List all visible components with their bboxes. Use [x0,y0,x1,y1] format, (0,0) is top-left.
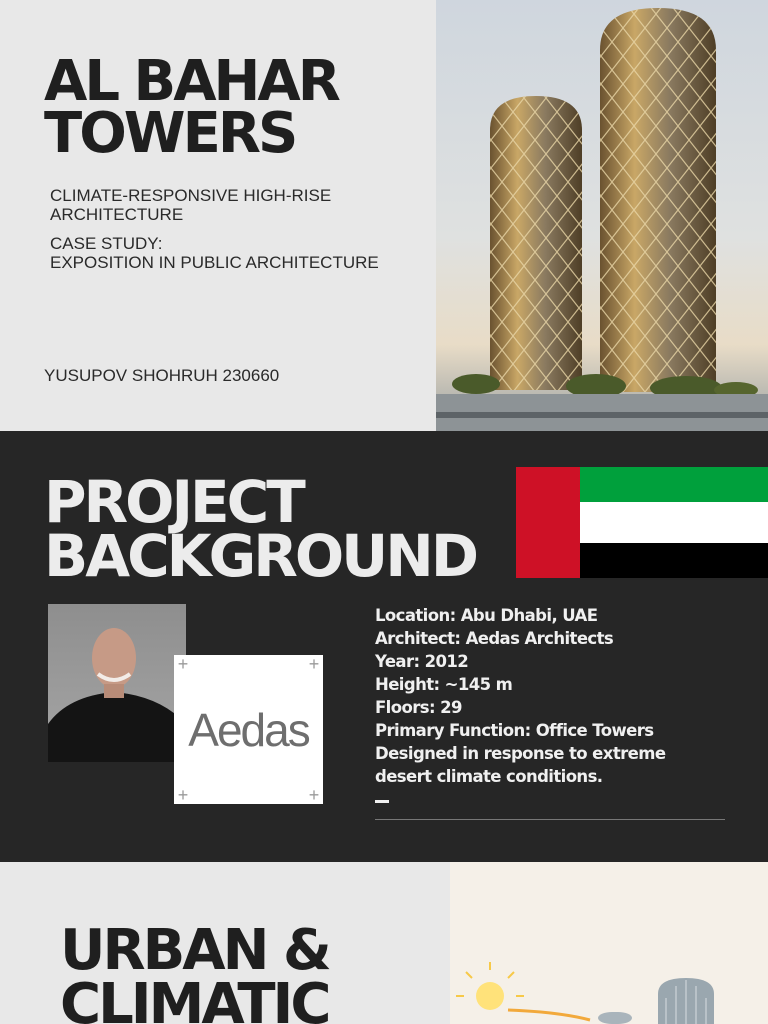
aedas-logo: Aedas [188,704,309,756]
portrait-illustration [48,604,186,762]
plus-icon: + [177,785,189,805]
fact-line: Primary Function: Office Towers [375,721,654,740]
cover-section [0,0,768,431]
sun-icon [456,962,524,1010]
section-title: URBAN & CLIMATIC [60,918,329,1024]
climate-illustration [450,862,768,1024]
dash-mark [375,800,389,803]
divider [375,819,725,820]
fact-line: desert climate conditions. [375,767,603,786]
plus-icon: + [308,654,320,674]
author-name: YUSUPOV SHOHRUH 230660 [44,366,280,385]
fact-line: Designed in response to extreme [375,744,666,763]
towers-illustration [436,0,768,431]
fact-line: Architect: Aedas Architects [375,629,614,648]
architect-portrait [48,604,186,762]
plus-icon: + [177,654,189,674]
project-background-section [0,431,768,862]
plus-icon: + [308,785,320,805]
sun-towers-illustration [450,862,768,1024]
urban-climatic-section [0,862,768,1024]
section-title: PROJECT BACKGROUND [44,468,476,590]
project-facts [375,604,725,788]
towers-photo [436,0,768,431]
aedas-logo-card [174,655,323,804]
fact-line: Height: ~145 m [375,675,513,694]
uae-flag [516,467,768,578]
fact-line: Location: Abu Dhabi, UAE [375,606,598,625]
fact-line: Year: 2012 [375,652,469,671]
fact-line: Floors: 29 [375,698,462,717]
cover-subtitle: CLIMATE-RESPONSIVE HIGH-RISE ARCHITECTURE CASE STUDY: EXPOSITION IN PUBLIC ARCHITECTURE [50,186,379,272]
cover-title: AL BAHAR TOWERS [44,49,338,166]
